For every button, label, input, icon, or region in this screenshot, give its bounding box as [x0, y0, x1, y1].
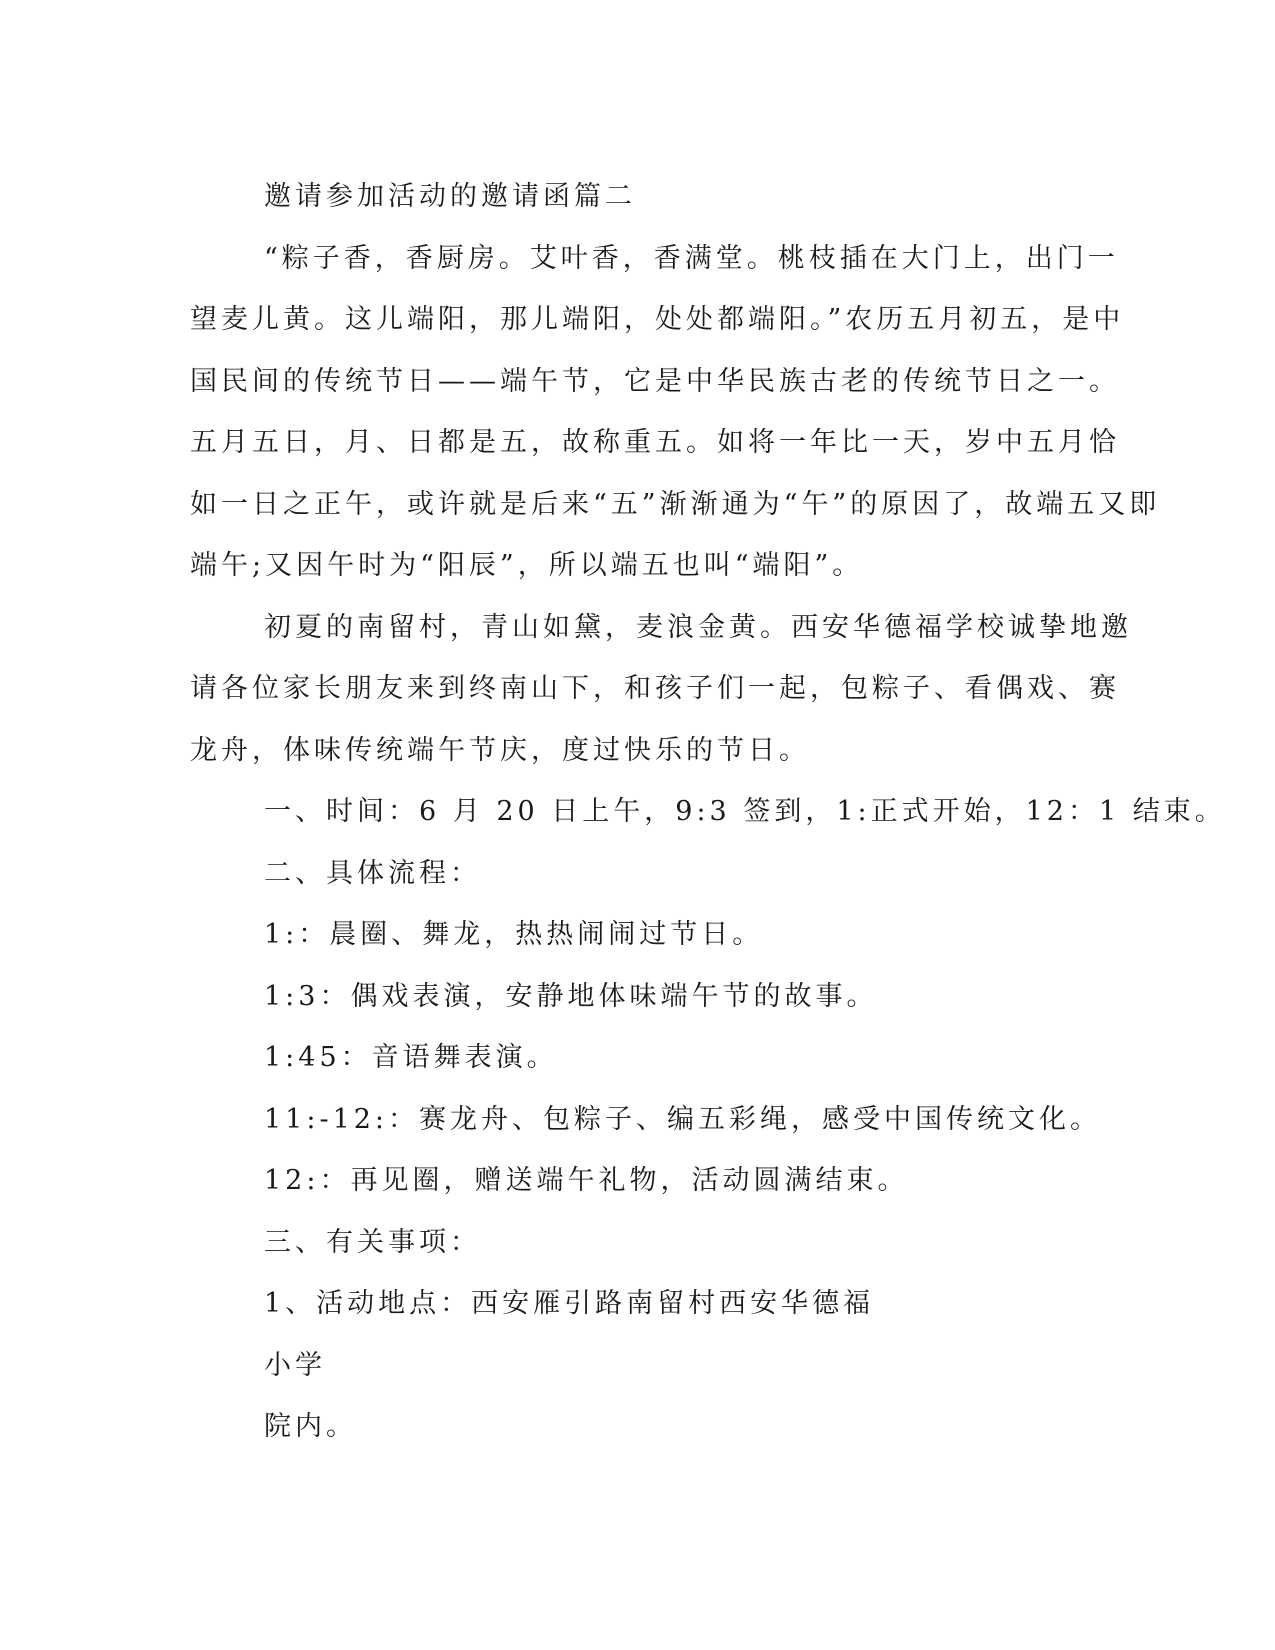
notes-item: 1、活动地点：西安雁引路南留村西安华德福: [264, 1288, 875, 1319]
section-heading-notes: 三、有关事项：: [264, 1226, 481, 1258]
time-line: 一、时间：6 月 20 日上午，9:3 签到，1:正式开始，12：1 结束。: [264, 796, 1226, 827]
notes-item-continuation: 小学: [264, 1349, 326, 1381]
section-heading-process: 二、具体流程：: [264, 857, 481, 889]
paragraph-line: 望麦儿黄。这儿端阳，那儿端阳，处处都端阳。”农历五月初五，是中: [190, 304, 1125, 335]
process-item: 11:-12:：赛龙舟、包粽子、编五彩绳，感受中国传统文化。: [264, 1103, 1102, 1135]
process-item: 12:：再见圈，赠送端午礼物，活动圆满结束。: [264, 1165, 909, 1196]
paragraph-line: “粽子香，香厨房。艾叶香，香满堂。桃枝插在大门上，出门一: [264, 242, 1119, 274]
process-item: 1:：晨圈、舞龙，热热闹闹过节日。: [264, 919, 764, 950]
process-item: 1:45：音语舞表演。: [264, 1042, 558, 1073]
document-title: 邀请参加活动的邀请函篇二: [264, 181, 636, 212]
paragraph-line: 请各位家长朋友来到终南山下，和孩子们一起，包粽子、看偶戏、赛: [190, 673, 1120, 704]
paragraph-line: 龙舟，体味传统端午节庆，度过快乐的节日。: [190, 734, 810, 766]
process-item: 1:3：偶戏表演，安静地体味端午节的故事。: [264, 980, 878, 1012]
paragraph-line: 端午;又因午时为“阳辰”，所以端五也叫“端阳”。: [190, 550, 864, 581]
paragraph-line: 国民间的传统节日——端午节，它是中华民族古老的传统节日之一。: [190, 365, 1120, 397]
paragraph-line: 初夏的南留村，青山如黛，麦浪金黄。西安华德福学校诚挚地邀: [264, 611, 1132, 643]
paragraph-line: 如一日之正午，或许就是后来“五”渐渐通为“午”的原因了，故端五又即: [190, 488, 1161, 520]
document-body: [190, 166, 1226, 1458]
paragraph-line: 五月五日，月、日都是五，故称重五。如将一年比一天，岁中五月恰: [190, 427, 1120, 458]
notes-item-continuation: 院内。: [264, 1411, 357, 1442]
